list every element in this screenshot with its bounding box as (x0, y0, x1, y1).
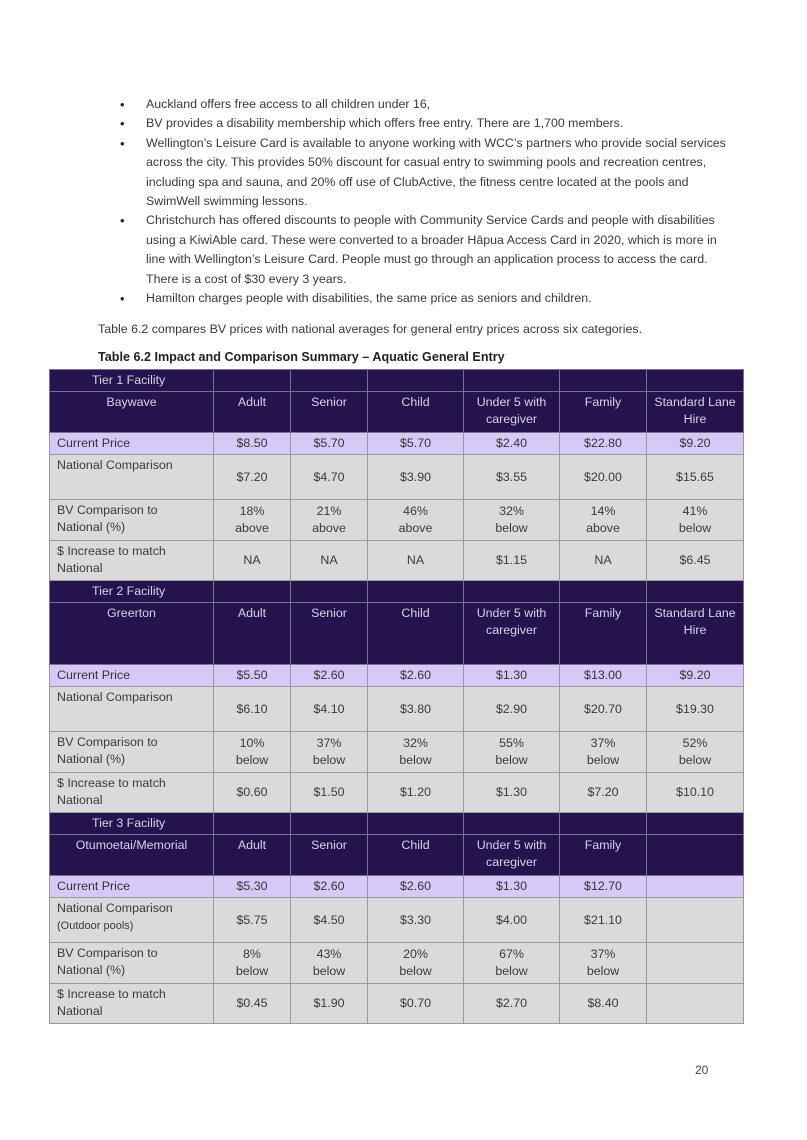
column-header (291, 392, 368, 433)
column-header (560, 835, 647, 876)
cell-value: $5.70 (313, 436, 345, 450)
bv-comparison-cell (560, 943, 647, 984)
current-price-cell (560, 665, 647, 687)
tier-empty-cell (214, 813, 291, 835)
row-label-text: Current Price (57, 879, 130, 893)
increase-cell (560, 984, 647, 1024)
bv-comparison-cell (291, 500, 368, 541)
cell-direction: below (399, 753, 432, 767)
cell-direction: below (235, 964, 269, 978)
increase-row (50, 541, 744, 581)
national-price-cell (368, 687, 464, 732)
row-label-text: National Comparison (57, 690, 173, 704)
cell-value: $0.60 (236, 785, 268, 799)
column-header-text: Adult (237, 395, 267, 409)
cell-direction: above (398, 521, 433, 535)
tier-empty-cell (647, 581, 744, 603)
row-label-text: National Comparison (57, 458, 173, 472)
cell-value: $8.40 (587, 996, 619, 1010)
bullet-list (118, 95, 728, 308)
row-label-text: Current Price (57, 436, 130, 450)
cell-direction: below (495, 964, 528, 978)
national-price-cell (291, 687, 368, 732)
row-label (50, 773, 214, 813)
cell-value: NA (594, 553, 612, 567)
column-header-text: Child (401, 838, 430, 852)
row-label (50, 876, 214, 898)
column-header (464, 603, 560, 665)
cell-percent: 46% (403, 504, 428, 518)
cell-percent: 37% (590, 736, 616, 750)
cell-percent: 18% (239, 504, 265, 518)
cell-value: $4.10 (313, 701, 345, 716)
increase-cell (368, 984, 464, 1024)
cell-value: $2.60 (399, 879, 431, 893)
tier-empty-cell (214, 370, 291, 392)
row-label (50, 984, 214, 1024)
bullet-item: • BV provides a disability membership which offers free entry. There are 1,700 members. (118, 114, 728, 133)
cell-value: $19.30 (676, 701, 714, 716)
cell-value: $2.60 (313, 879, 345, 893)
row-label (50, 433, 214, 455)
cell-value: $1.30 (495, 785, 527, 799)
column-header-text: Child (401, 395, 430, 409)
cell-direction: below (399, 964, 432, 978)
national-price-cell (214, 687, 291, 732)
cell-value: $5.30 (236, 879, 268, 893)
current-price-cell (291, 665, 368, 687)
national-price-cell (214, 898, 291, 943)
row-label-text: National (57, 1004, 103, 1018)
cell-value: $2.60 (399, 668, 431, 682)
increase-row (50, 984, 744, 1024)
cell-percent: 14% (590, 504, 616, 518)
tier-row (50, 370, 744, 392)
cell-direction: below (235, 753, 269, 767)
current-price-row (50, 433, 744, 455)
column-header (368, 835, 464, 876)
cell-value: NA (406, 553, 425, 567)
column-header-text: Under 5 with caregiver (476, 395, 547, 426)
current-price-cell (291, 433, 368, 455)
national-price-cell (214, 455, 291, 500)
row-label (50, 732, 214, 773)
bv-comparison-cell (560, 500, 647, 541)
column-header (464, 835, 560, 876)
cell-value: $12.70 (584, 879, 622, 893)
cell-value: $3.55 (495, 469, 527, 484)
current-price-cell (560, 433, 647, 455)
cell-value: $1.50 (313, 785, 345, 799)
current-price-cell (464, 665, 560, 687)
header-row (50, 603, 744, 665)
increase-cell (464, 541, 560, 581)
increase-cell (368, 773, 464, 813)
current-price-cell (464, 433, 560, 455)
bullet-item: • Hamilton charges people with disabilities, the same price as seniors and children. (118, 289, 728, 308)
column-header (291, 835, 368, 876)
cell-percent: 37% (316, 736, 342, 750)
column-header (560, 392, 647, 433)
column-header (560, 603, 647, 665)
cell-direction: above (586, 521, 620, 535)
facility-name-text: Greerton (107, 606, 156, 620)
header-row (50, 835, 744, 876)
current-price-cell (368, 665, 464, 687)
cell-percent: 41% (682, 504, 708, 518)
increase-cell (214, 541, 291, 581)
cell-direction: below (495, 753, 528, 767)
bullet-item: • Christchurch has offered discounts to people with Community Service Cards and people with disabilities using a KiwiAble card. These were converted to a broader Hāpua Access Card in 2020, which is more in line with Wellington’s Leisure Card. People must go through an application process to access the card. There is a cost of $30 every 3 years. (120, 213, 717, 286)
bv-comparison-cell (464, 732, 560, 773)
column-header (368, 603, 464, 665)
cell-value: $0.70 (399, 996, 431, 1010)
row-label (50, 687, 214, 732)
row-label-note: (Outdoor pools) (57, 920, 134, 932)
cell-value: $9.20 (679, 668, 711, 682)
increase-cell (368, 541, 464, 581)
bv-comparison-cell (464, 500, 560, 541)
column-header (368, 392, 464, 433)
cell-value: $9.20 (679, 436, 711, 450)
tier-empty-cell (647, 813, 744, 835)
cell-value: $6.10 (236, 701, 268, 716)
current-price-cell (647, 876, 744, 898)
row-label-text: BV Comparison to (57, 735, 158, 749)
cell-value: $2.40 (495, 436, 527, 450)
cell-value: NA (243, 553, 261, 567)
column-header-text: Under 5 with caregiver (476, 838, 547, 869)
column-header (214, 835, 291, 876)
bv-comparison-cell (291, 732, 368, 773)
cell-value: $21.10 (584, 912, 622, 927)
cell-value: $15.65 (676, 469, 714, 484)
cell-value: $1.30 (495, 879, 527, 893)
row-label (50, 455, 214, 500)
facility-name-text: Otumoetai/Memorial (75, 838, 188, 852)
national-price-cell (368, 898, 464, 943)
header-row (50, 392, 744, 433)
column-header (647, 603, 744, 665)
tier-empty-cell (368, 370, 464, 392)
increase-cell (464, 984, 560, 1024)
cell-value: NA (320, 553, 338, 567)
column-header-text: Standard Lane Hire (654, 395, 736, 426)
tier-empty-cell (560, 813, 647, 835)
tier-empty-cell (214, 581, 291, 603)
column-header-text: Adult (237, 606, 267, 620)
bv-comparison-row (50, 943, 744, 984)
row-label-text: National (57, 561, 103, 575)
cell-direction: below (586, 753, 620, 767)
column-header (647, 835, 744, 876)
tier-empty-cell (291, 370, 368, 392)
cell-percent: 32% (403, 736, 428, 750)
column-header (647, 392, 744, 433)
national-comparison-row (50, 687, 744, 732)
column-header-text: Senior (311, 838, 347, 852)
bullet-item: • Wellington’s Leisure Card is available to anyone working with WCC’s partners who provide social services across the city. This provides 50% discount for casual entry to swimming pools and recreation centres, including spa and sauna, and 20% off use of ClubActive, the fitness centre located at the pools and SwimWell swimming lessons. (120, 135, 726, 209)
page-number: 20 (695, 1063, 709, 1077)
current-price-cell (214, 876, 291, 898)
cell-value: $3.30 (399, 912, 431, 927)
cell-value: $4.50 (313, 912, 345, 927)
cell-value: $3.90 (399, 469, 431, 484)
tier-label (50, 581, 214, 603)
bv-comparison-cell (368, 500, 464, 541)
current-price-cell (214, 665, 291, 687)
facility-name (50, 392, 214, 433)
cell-value: $2.90 (495, 701, 527, 716)
national-price-cell (368, 455, 464, 500)
row-label-text: National (%) (57, 963, 126, 977)
increase-cell (291, 984, 368, 1024)
facility-name (50, 835, 214, 876)
cell-value: $7.20 (587, 785, 619, 799)
row-label-text: National (%) (57, 752, 126, 766)
increase-cell (647, 773, 744, 813)
cell-value: $5.75 (236, 912, 268, 927)
cell-percent: 52% (682, 736, 708, 750)
bullet-dot-icon: • (120, 291, 125, 307)
cell-direction: below (312, 753, 346, 767)
cell-value: $20.70 (584, 701, 622, 716)
cell-percent: 32% (499, 504, 524, 518)
column-header-text: Adult (237, 838, 267, 852)
tier-empty-cell (464, 370, 560, 392)
row-label-text: $ Increase to match (57, 544, 166, 558)
tier-label (50, 370, 214, 392)
row-label (50, 500, 214, 541)
column-header (291, 603, 368, 665)
current-price-cell (560, 876, 647, 898)
tier-empty-cell (464, 581, 560, 603)
row-label-text: Current Price (57, 668, 130, 682)
current-price-cell (647, 665, 744, 687)
column-header (214, 392, 291, 433)
bv-comparison-cell (214, 943, 291, 984)
cell-percent: 21% (316, 504, 342, 518)
bullet-dot-icon: • (120, 97, 125, 112)
increase-row (50, 773, 744, 813)
cell-direction: above (235, 521, 269, 535)
cell-percent: 55% (499, 736, 524, 750)
national-price-cell (291, 455, 368, 500)
current-price-row (50, 665, 744, 687)
cell-direction: below (678, 753, 712, 767)
cell-value: $1.15 (495, 553, 527, 567)
cell-value: $3.80 (399, 701, 431, 716)
bv-comparison-cell (368, 732, 464, 773)
column-header-text: Senior (311, 395, 347, 409)
cell-value: $0.45 (236, 996, 268, 1010)
cell-value: $2.60 (313, 668, 345, 682)
column-header-text: Senior (311, 606, 347, 620)
tier-row (50, 813, 744, 835)
national-price-cell (560, 455, 647, 500)
row-label (50, 541, 214, 581)
cell-value: $10.10 (676, 785, 714, 799)
current-price-cell (291, 876, 368, 898)
bv-comparison-cell (647, 943, 744, 984)
increase-cell (647, 541, 744, 581)
increase-cell (214, 984, 291, 1024)
bullet-dot-icon: • (120, 213, 125, 229)
bv-comparison-cell (647, 500, 744, 541)
national-price-cell (291, 898, 368, 943)
cell-value: $13.00 (584, 668, 622, 682)
cell-value: $5.50 (236, 668, 268, 682)
cell-direction: below (586, 964, 620, 978)
row-label-text: BV Comparison to (57, 503, 158, 517)
tier-label (50, 813, 214, 835)
current-price-cell (368, 876, 464, 898)
tier-empty-cell (560, 581, 647, 603)
column-header-text: Child (401, 606, 430, 620)
row-label (50, 943, 214, 984)
tier-label-text: Tier 1 Facility (92, 373, 166, 387)
national-price-cell (464, 898, 560, 943)
increase-cell (560, 773, 647, 813)
bullet-dot-icon: • (120, 116, 125, 132)
increase-cell (291, 541, 368, 581)
tier-empty-cell (368, 581, 464, 603)
cell-percent: 8% (243, 947, 261, 961)
bv-comparison-row (50, 500, 744, 541)
cell-value: $4.70 (313, 469, 345, 484)
bullet-dot-icon: • (120, 135, 125, 151)
tier-label-text: Tier 2 Facility (92, 584, 166, 598)
bv-comparison-cell (647, 732, 744, 773)
column-header (464, 392, 560, 433)
cell-percent: 10% (239, 736, 265, 750)
facility-name (50, 603, 214, 665)
current-price-cell (464, 876, 560, 898)
cell-value: $2.70 (495, 996, 527, 1010)
cell-percent: 67% (499, 947, 524, 961)
cell-value: $22.80 (584, 436, 622, 450)
bv-comparison-cell (214, 732, 291, 773)
increase-cell (560, 541, 647, 581)
column-header-text: Family (584, 606, 622, 620)
row-label-text: BV Comparison to (57, 946, 158, 960)
national-price-cell (560, 687, 647, 732)
national-price-cell (464, 687, 560, 732)
column-header-text: Family (584, 395, 622, 409)
table-caption: Table 6.2 Impact and Comparison Summary – Aquatic General Entry (98, 350, 505, 364)
cell-percent: 20% (403, 947, 428, 961)
cell-value: $8.50 (236, 436, 268, 450)
national-price-cell (560, 898, 647, 943)
tier-label-text: Tier 3 Facility (92, 816, 166, 830)
national-price-cell (647, 898, 744, 943)
cell-direction: below (678, 521, 712, 535)
increase-cell (464, 773, 560, 813)
row-label-text: National (%) (57, 520, 126, 534)
column-header-text: Under 5 with caregiver (476, 606, 547, 637)
tier-empty-cell (647, 370, 744, 392)
cell-direction: above (312, 521, 346, 535)
bv-comparison-cell (560, 732, 647, 773)
current-price-row (50, 876, 744, 898)
row-label (50, 898, 214, 943)
current-price-cell (647, 433, 744, 455)
national-price-cell (464, 455, 560, 500)
tier-row (50, 581, 744, 603)
bullet-item: • Auckland offers free access to all children under 16, (118, 95, 728, 114)
current-price-cell (214, 433, 291, 455)
cell-value: $6.45 (679, 553, 711, 567)
national-comparison-row (50, 898, 744, 943)
cell-percent: 37% (590, 947, 616, 961)
cell-value: $1.20 (399, 785, 431, 799)
increase-cell (291, 773, 368, 813)
column-header (214, 603, 291, 665)
column-header-text: Standard Lane Hire (654, 606, 736, 637)
facility-name-text: Baywave (106, 395, 157, 409)
cell-value: $4.00 (495, 912, 527, 927)
bv-comparison-cell (214, 500, 291, 541)
tier-empty-cell (560, 370, 647, 392)
tier-empty-cell (291, 581, 368, 603)
cell-direction: below (312, 964, 346, 978)
cell-value: $5.70 (399, 436, 431, 450)
row-label-text: $ Increase to match (57, 987, 166, 1001)
national-price-cell (647, 455, 744, 500)
cell-value: $7.20 (236, 469, 268, 484)
cell-value: $20.00 (584, 469, 622, 484)
cell-direction: below (495, 521, 528, 535)
bv-comparison-cell (291, 943, 368, 984)
row-label-text: National Comparison (57, 901, 173, 915)
row-label-text: $ Increase to match (57, 776, 166, 790)
intro-paragraph: Table 6.2 compares BV prices with national averages for general entry prices across six categories. (98, 322, 643, 336)
pricing-table (49, 369, 744, 1024)
national-comparison-row (50, 455, 744, 500)
cell-percent: 43% (316, 947, 342, 961)
bv-comparison-cell (464, 943, 560, 984)
national-price-cell (647, 687, 744, 732)
cell-value: $1.90 (313, 996, 345, 1010)
increase-cell (214, 773, 291, 813)
bv-comparison-cell (368, 943, 464, 984)
row-label-text: National (57, 793, 103, 807)
bv-comparison-row (50, 732, 744, 773)
column-header-text: Family (584, 838, 622, 852)
tier-empty-cell (464, 813, 560, 835)
tier-empty-cell (368, 813, 464, 835)
increase-cell (647, 984, 744, 1024)
tier-empty-cell (291, 813, 368, 835)
cell-value: $1.30 (495, 668, 527, 682)
current-price-cell (368, 433, 464, 455)
row-label (50, 665, 214, 687)
